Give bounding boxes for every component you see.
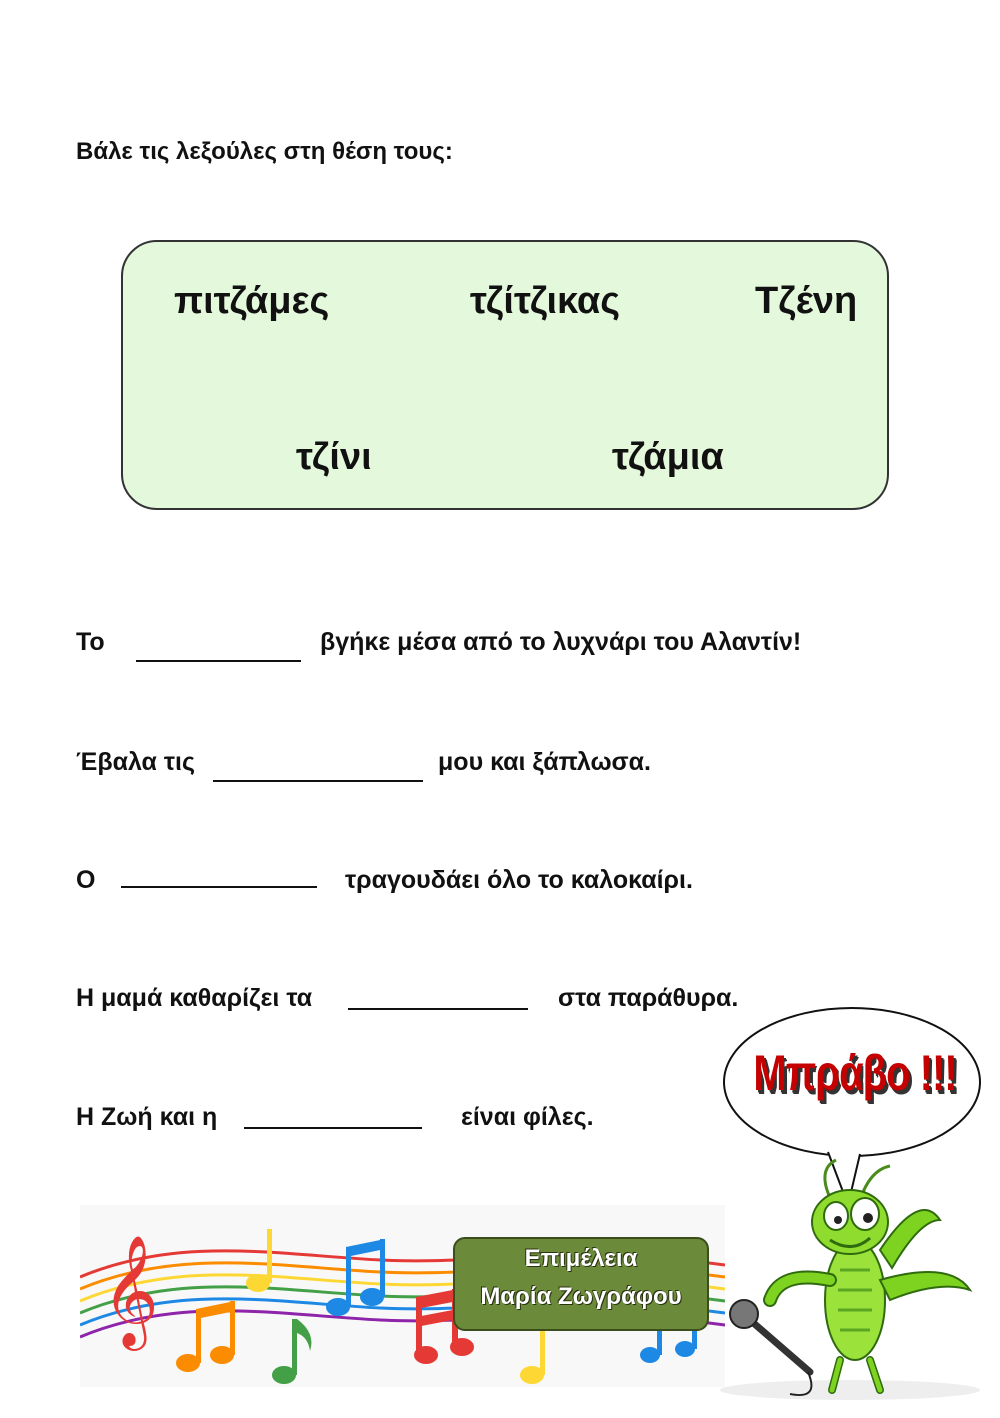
sentence-before: Η μαμά καθαρίζει τα [76, 984, 313, 1012]
sentence-before: Ο [76, 866, 96, 894]
credit-box [453, 1237, 709, 1331]
credit-line-2: Μαρία Ζωγράφου [480, 1283, 682, 1310]
sentence-after: είναι φίλες. [461, 1103, 594, 1131]
instruction-text: Βάλε τις λεξούλες στη θέση τους: [76, 138, 453, 165]
answer-blank[interactable] [136, 660, 301, 662]
sentence-before: Η Ζωή και η [76, 1103, 218, 1131]
word-chip[interactable]: τζίνι [296, 436, 372, 478]
credit-line-1: Επιμέλεια [524, 1245, 638, 1272]
answer-blank[interactable] [121, 886, 317, 888]
music-note-icon [272, 1319, 311, 1384]
answer-blank[interactable] [244, 1127, 422, 1129]
sentence-after: μου και ξάπλωσα. [438, 748, 651, 776]
sentence-before: Έβαλα τις [76, 748, 195, 776]
music-note-icon [246, 1229, 272, 1292]
answer-blank[interactable] [348, 1008, 528, 1010]
music-note-icon [326, 1239, 385, 1316]
word-bank [121, 240, 889, 510]
word-chip[interactable]: τζάμια [612, 436, 724, 478]
answer-blank[interactable] [213, 780, 423, 782]
word-chip[interactable]: πιτζάμες [174, 280, 330, 322]
word-chip[interactable]: Τζένη [755, 280, 858, 322]
sentence-after: στα παράθυρα. [558, 984, 739, 1012]
svg-text:𝄞: 𝄞 [102, 1234, 159, 1346]
bravo-text: Μπράβο !!! [753, 1046, 957, 1102]
sentence-after: τραγουδάει όλο το καλοκαίρι. [345, 866, 693, 894]
sentence-after: βγήκε μέσα από το λυχνάρι του Αλαντίν! [320, 628, 802, 656]
treble-clef-icon [102, 1234, 159, 1351]
sentence-before: Το [76, 628, 105, 656]
word-chip[interactable]: τζίτζικας [470, 280, 621, 322]
cricket-icon [720, 1150, 1000, 1413]
cricket-illustration [720, 1150, 1000, 1413]
